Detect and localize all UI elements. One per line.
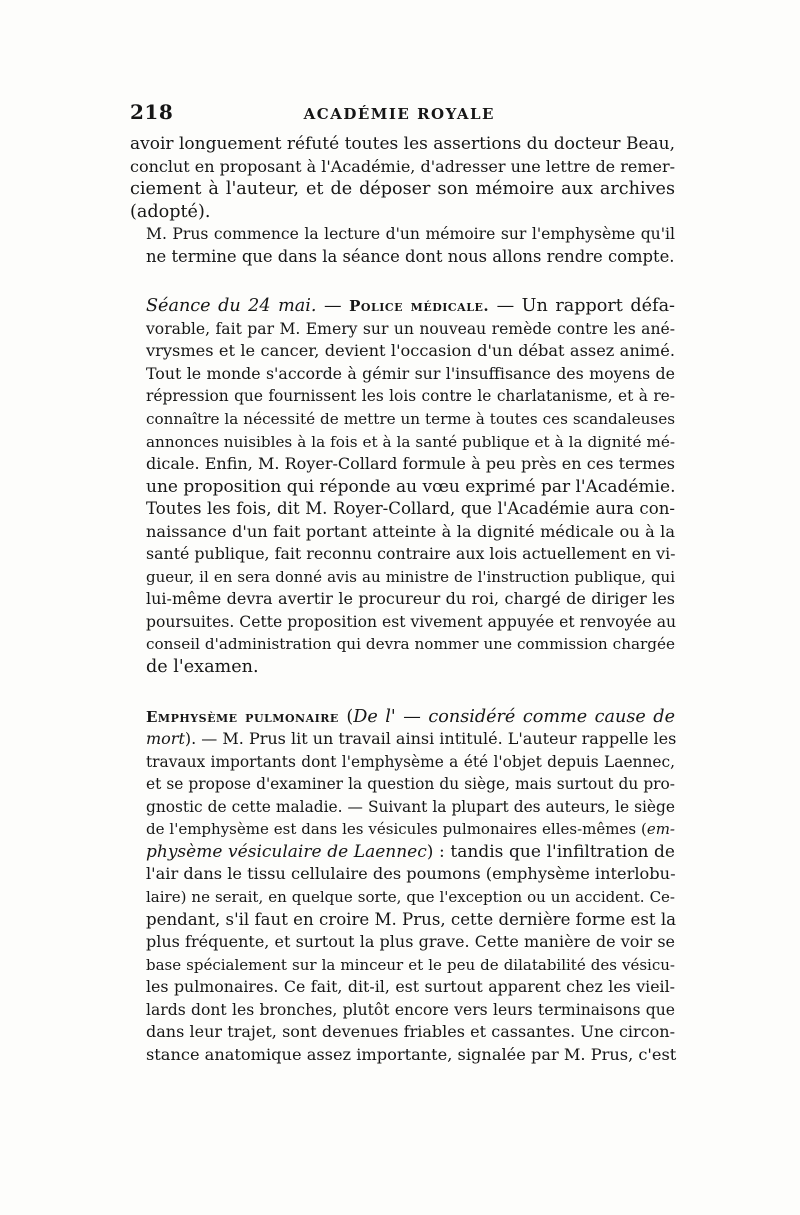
text-line: annonces nuisibles à la fois et à la santé publique et à la dignité mé- (146, 432, 675, 451)
text-line: M. Prus commence la lecture d'un mémoire sur l'emphysème qu'il (146, 225, 675, 244)
text-line: de l'examen. (146, 657, 259, 678)
text-line: conseil d'administration qui devra nommer une commission chargée (146, 635, 675, 654)
text-line: plus fréquente, et surtout la plus grave. Cette manière de voir se (146, 932, 675, 952)
page-number: 218 (130, 100, 174, 124)
text-line: stance anatomique assez importante, signalée par M. Prus, c'est (146, 1044, 677, 1064)
line-rest: ) : tandis que l'infiltration de (426, 841, 675, 862)
article-title-end: mort (146, 729, 185, 749)
text-line (130, 841, 675, 864)
line-rest: — Un rapport défa- (489, 296, 675, 317)
text-line: lards dont les bronches, plutôt encore vers leurs terminaisons que (146, 1000, 675, 1019)
text-line: l'air dans le tissu cellulaire des poumons (emphysème interlobu- (146, 864, 676, 884)
text-line: les pulmonaires. Ce fait, dit-il, est surtout apparent chez les vieil- (146, 977, 675, 997)
text-line (130, 706, 675, 729)
dash: — (316, 296, 350, 317)
text-line: santé publique, fait reconnu contraire aux lois actuellement en vi- (146, 544, 676, 564)
text-line: travaux importants dont l'emphysème a été l'objet depuis Laennec, (146, 752, 675, 771)
text-line: pendant, s'il faut en croire M. Prus, cette dernière forme est la (146, 909, 677, 929)
text-line: gnostic de cette maladie. — Suivant la plupart des auteurs, le siège (146, 797, 675, 816)
page-header (130, 100, 675, 130)
seance-date: Séance du 24 mai. (146, 296, 317, 317)
text-line: avoir longuement réfuté toutes les assertions du docteur Beau, (130, 134, 675, 154)
text-line: gueur, il en sera donné avis au ministre de l'instruction publique, qui (146, 567, 675, 586)
text-line: connaître la nécessité de mettre un terme à toutes ces scandaleuses (146, 410, 675, 429)
text-line (130, 818, 675, 841)
rubric-police-medicale: Police médicale. (349, 297, 490, 316)
text-line: ciement à l'auteur, et de déposer son mémoire aux archives (130, 179, 675, 200)
paragraph-2 (130, 223, 675, 268)
text-line: une proposition qui réponde au vœu exprimé par l'Académie. (146, 476, 676, 497)
text-line: ne termine que dans la séance dont nous allons rendre compte. (146, 246, 675, 266)
text-line: (adopté). (130, 201, 211, 222)
text-line: conclut en proposant à l'Académie, d'adresser une lettre de remer- (130, 156, 676, 176)
text-line (130, 295, 675, 318)
text-line: naissance d'un fait portant atteinte à la dignité médicale ou à la (146, 521, 675, 541)
text-line (130, 728, 675, 751)
text-line: Toutes les fois, dit M. Royer-Collard, que l'Académie aura con- (146, 499, 675, 519)
line-start: de l'emphysème est dans les vésicules pulmonaires elles-mêmes ( (146, 820, 647, 839)
text-line: laire) ne serait, en quelque sorte, que l'exception ou un accident. Ce- (146, 887, 675, 906)
italic-term: em- (646, 820, 675, 839)
text-line: vorable, fait par M. Emery sur un nouveau remède contre les ané- (146, 319, 675, 338)
italic-term: physème vésiculaire de Laennec (146, 841, 427, 862)
text-line: lui-même devra avertir le procureur du roi, chargé de diriger les (146, 589, 675, 609)
text-line: Tout le monde s'accorde à gémir sur l'insuffisance des moyens de (146, 363, 675, 383)
text-line: et se propose d'examiner la question du siège, mais surtout du pro- (146, 775, 675, 794)
title-open: ( (338, 706, 354, 727)
text-line: dicale. Enfin, M. Royer-Collard formule à peu près en ces termes (146, 454, 675, 474)
text-line: poursuites. Cette proposition est vivement appuyée et renvoyée au (146, 612, 677, 631)
running-head: ACADÉMIE ROYALE (303, 105, 495, 123)
body-text (130, 133, 675, 1066)
paragraph-seance (130, 295, 675, 678)
text-line: répression que fournissent les lois contre le charlatanisme, et à re- (146, 387, 675, 406)
article-title: De l' — considéré comme cause de (353, 706, 675, 727)
rubric-emphyseme: Emphysème pulmonaire (146, 707, 339, 726)
text-line: base spécialement sur la minceur et le peu de dilatabilité des vésicu- (146, 955, 675, 974)
paragraph-1 (130, 133, 675, 223)
line-rest: ). — M. Prus lit un travail ainsi intitulé. L'auteur rappelle les (184, 729, 677, 749)
text-line: dans leur trajet, sont devenues friables et cassantes. Une circon- (146, 1022, 675, 1042)
section-gap (130, 679, 675, 706)
paragraph-emphyseme (130, 706, 675, 1067)
section-gap (130, 268, 675, 295)
text-line: vrysmes et le cancer, devient l'occasion d'un débat assez animé. (146, 341, 675, 361)
